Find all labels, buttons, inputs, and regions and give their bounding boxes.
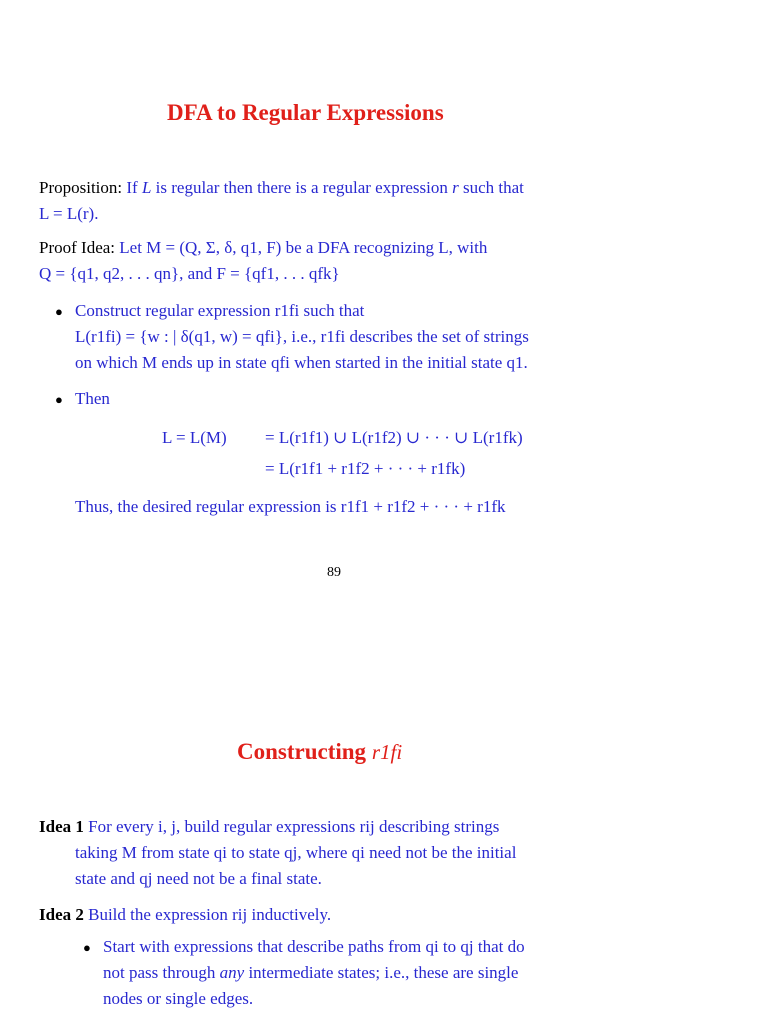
equation-lhs: L = L(M) [162, 428, 227, 447]
sub-bullet [83, 934, 91, 961]
bullet1-line3: on which M ends up in state qfi when started in the initial state q1. [75, 353, 528, 372]
proof-line1: Let M = (Q, Σ, δ, q1, F) be a DFA recognizing L, with [119, 238, 488, 257]
idea1-line1: For every i, j, build regular expressions rij describing strings [88, 817, 500, 836]
section-title: Constructing r1fi [237, 739, 403, 764]
bullet-2 [55, 386, 63, 413]
idea1-label: Idea 1 [39, 817, 84, 836]
bullet-dot-icon: ● [83, 940, 91, 955]
idea2 [39, 902, 331, 928]
equation-rhs-2: = L(r1f1 + r1f2 + · · · + r1fk) [265, 459, 466, 478]
conclusion-line: Thus, the desired regular expression is r1f1 + r1f2 + · · · + r1fk [75, 497, 506, 516]
page-number: 89 [327, 565, 341, 580]
proposition-text: If L is regular then there is a regular expression r such that [126, 178, 524, 197]
bullet1-line2: L(r1fi) = {w : | δ(q1, w) = qfi}, i.e., r1fi describes the set of strings [75, 327, 529, 346]
bullet-1 [55, 298, 63, 325]
sub1-line3: nodes or single edges. [103, 989, 254, 1008]
proposition-line2: L = L(r). [39, 204, 99, 223]
proposition-label: Proposition: [39, 178, 123, 197]
proposition [39, 175, 524, 201]
bullet2-text: Then [75, 389, 110, 408]
idea2-line1: Build the expression rij inductively. [88, 905, 332, 924]
sub1-line2: not pass through any intermediate states; i.e., these are single [103, 963, 519, 982]
idea2-label: Idea 2 [39, 905, 84, 924]
bullet-dot-icon: ● [55, 304, 63, 319]
idea1 [39, 814, 499, 840]
bullet1-line1: Construct regular expression r1fi such that [75, 301, 365, 320]
idea1-line2: taking M from state qi to state qj, where qi need not be the initial [75, 843, 517, 862]
proof-label: Proof Idea: [39, 238, 116, 257]
proof-idea [39, 235, 487, 261]
page-title: DFA to Regular Expressions [167, 100, 444, 125]
idea1-line3: state and qj need not be a final state. [75, 869, 322, 888]
equation-rhs-1: = L(r1f1) ∪ L(r1f2) ∪ · · · ∪ L(r1fk) [265, 428, 523, 447]
sub1-line1: Start with expressions that describe paths from qi to qj that do [103, 937, 525, 956]
bullet-dot-icon: ● [55, 392, 63, 407]
proof-line2: Q = {q1, q2, . . . qn}, and F = {qf1, . . . qfk} [39, 264, 340, 283]
